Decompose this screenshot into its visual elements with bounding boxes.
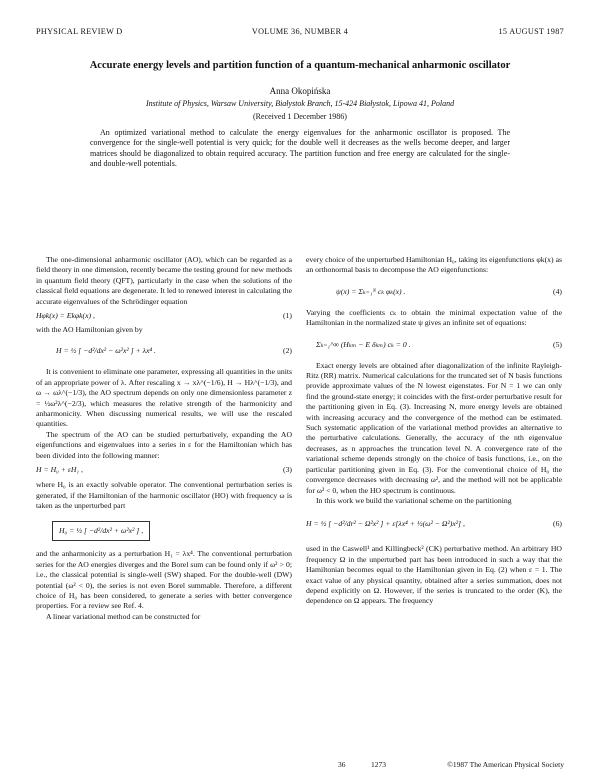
paragraph: used in the Caswell¹ and Killingbeck² (CK) perturbative method. An arbitrary HO frequency Ω in the unperturbed part has been introduced in such a way that the Hamiltonian becomes equal to the Hamiltonian given in Eq. (2) when ε = 1. The exact value of any physical quantity, obtained after a series summation, does not depend explicitly on Ω. However, if the series is truncated to the order (K), the dependence on Ω appears. The frequency [306, 544, 562, 606]
issue-date: 15 AUGUST 1987 [498, 27, 564, 36]
equation-3 [36, 465, 292, 476]
equation-number: (1) [283, 311, 292, 321]
left-column [36, 255, 292, 622]
right-column [306, 255, 562, 607]
equation-4 [306, 281, 562, 303]
equation-body: H = ½ [ −d²/dr² − Ω²x² ] + ε[λx⁴ + ½(ω² − Ω²)x²] , [306, 519, 465, 529]
equation-body: H = H₀ + εH₁ , [36, 465, 83, 475]
equation-body: Σₖ₌₁^∞ (Hₖₘ − E δₖₘ) cₖ = 0 . [316, 339, 411, 349]
equation-unperturbed-hamiltonian [36, 517, 292, 543]
paragraph: Exact energy levels are obtained after diagonalization of the infinite Rayleigh-Ritz (RR) matrix. Numerical calculations for the truncated set of N basis functions provide approximate values of the N lowest eigenstates. For N = 1 we can only find the ground-state energy; it coincides with the first-order perturbative result for the partitioning given in Eq. (3). Increasing N, more energy levels are obtained with increasing accuracy and the convergence of the method can be estimated. Such systematic application of the variational method provides an alternative to the perturbative calculations. Generally, the accuracy of the nth eigenvalue decreases, as n approaches the truncation level N. A convergence rate of the variational scheme depends strongly on the choice of basis functions, i.e., on the particular partitioning given in Eq. (3). For the conventional choice of H₀ the convergence decreases with decreasing ω², and the method will not be applicable for ω² < 0, when the HO spectrum is continuous. [306, 360, 562, 495]
equation-body: Hφk(x) = Ekφk(x) , [36, 311, 95, 321]
author-name: Anna Okopińska [269, 86, 331, 96]
equation-number: (5) [553, 339, 562, 349]
equation-number: (4) [553, 286, 562, 296]
equation-number: (2) [283, 346, 292, 356]
paragraph: every choice of the unperturbed Hamiltonian H₀, taking its eigenfunctions φk(x) as an orthonormal basis to decompose the AO eigenfunctions: [306, 255, 562, 275]
footer-page-number: 1273 [371, 760, 386, 769]
equation-number: (3) [283, 465, 292, 475]
journal-name: PHYSICAL REVIEW D [36, 27, 123, 36]
running-header [36, 27, 564, 41]
boxed-equation: H₀ = ½ [ −d²/dx² + ω²x² ] , [52, 521, 150, 541]
equation-body: H = ½ [ −d²/dx² − ω²x² ] + λx⁴ . [56, 346, 156, 356]
footer-volume: 36 [338, 760, 346, 769]
received-date: (Received 1 December 1986) [253, 112, 347, 121]
equation-number: (6) [553, 519, 562, 529]
paragraph: with the AO Hamiltonian given by [36, 325, 143, 335]
paragraph: The one-dimensional anharmonic oscillator (AO), which can be regarded as a field theory in one dimension, recently became the testing ground for new methods in quantum field theory (QFT), particularly in the case when the solutions of the classical field equations are degenerate. It led to renewed interest in calculating the accurate eigenvalues of the Schrödinger equation [36, 255, 292, 306]
footer-copyright: ©1987 The American Physical Society [447, 760, 564, 769]
paragraph: Varying the coefficients cₖ to obtain the minimal expectation value of the Hamiltonian in the normalized state ψ gives an infinite set of equations: [306, 307, 562, 328]
paragraph: and the anharmonicity as a perturbation H₁ = λx⁴. The conventional perturbation series for the AO energies diverges and the Borel sum can be found only if ω² > 0; i.e., the classical potential is single-well (SW) shaped. For the double-well (DW) potential (ω² < 0), the series is not even Borel summable. Therefore, a different choice of H₀ has been considered, to generate a series with better convergence properties. For a review see Ref. 4. [36, 549, 292, 611]
equation-body: ψ(x) = Σₖ₌₁ᴺ cₖ φₖ(x) . [336, 286, 406, 296]
page-footer [36, 760, 564, 770]
abstract: An optimized variational method to calculate the energy eigenvalues for the anharmonic oscillator is proposed. The convergence for the single-well potential is very quick; for the double well it decreases as the wells become deeper, and larger matrices should be diagonalized to obtain required accuracy. The partition function and free energy are calculated for the single- and double-well potentials. [90, 128, 510, 169]
paragraph: It is convenient to eliminate one parameter, expressing all quantities in the units of an appropriate power of λ. After rescaling x → xλ^(−1/6), H → Hλ^(−1/3), and ω → ωλ^(−1/3), the AO spectrum depends on only one dimensionless parameter z = ½ω²λ^(−2/3), which measures the relative strength of the harmonicity and anharmonicity. When discussing numerical results, we will use the rescaled quantities. [36, 367, 292, 429]
article-title: Accurate energy levels and partition function of a quantum-mechanical anharmonic oscillator [89, 60, 511, 71]
paragraph: The spectrum of the AO can be studied perturbatively, expanding the AO eigenfunctions and eigenvalues into a series in ε for the Hamiltonian which has been divided into the following manner: [36, 429, 292, 460]
equation-1 [36, 311, 292, 321]
equation-5 [306, 334, 562, 356]
author-affiliation: Institute of Physics, Warsaw University, Białystok Branch, 15-424 Białystok, Lipowa 41, Poland [145, 99, 455, 108]
volume-number: VOLUME 36, NUMBER 4 [251, 27, 349, 36]
paragraph: In this work we build the variational scheme on the partitioning [316, 495, 512, 505]
equation-2 [36, 339, 292, 363]
equation-6 [306, 512, 562, 536]
paragraph: A linear variational method can be constructed for [46, 611, 201, 621]
paragraph: where H₀ is an exactly solvable operator. The conventional perturbation series is generated, if the Hamiltonian of the harmonic oscillator (HO) with frequency ω is taken as the unperturbed part [36, 480, 292, 510]
